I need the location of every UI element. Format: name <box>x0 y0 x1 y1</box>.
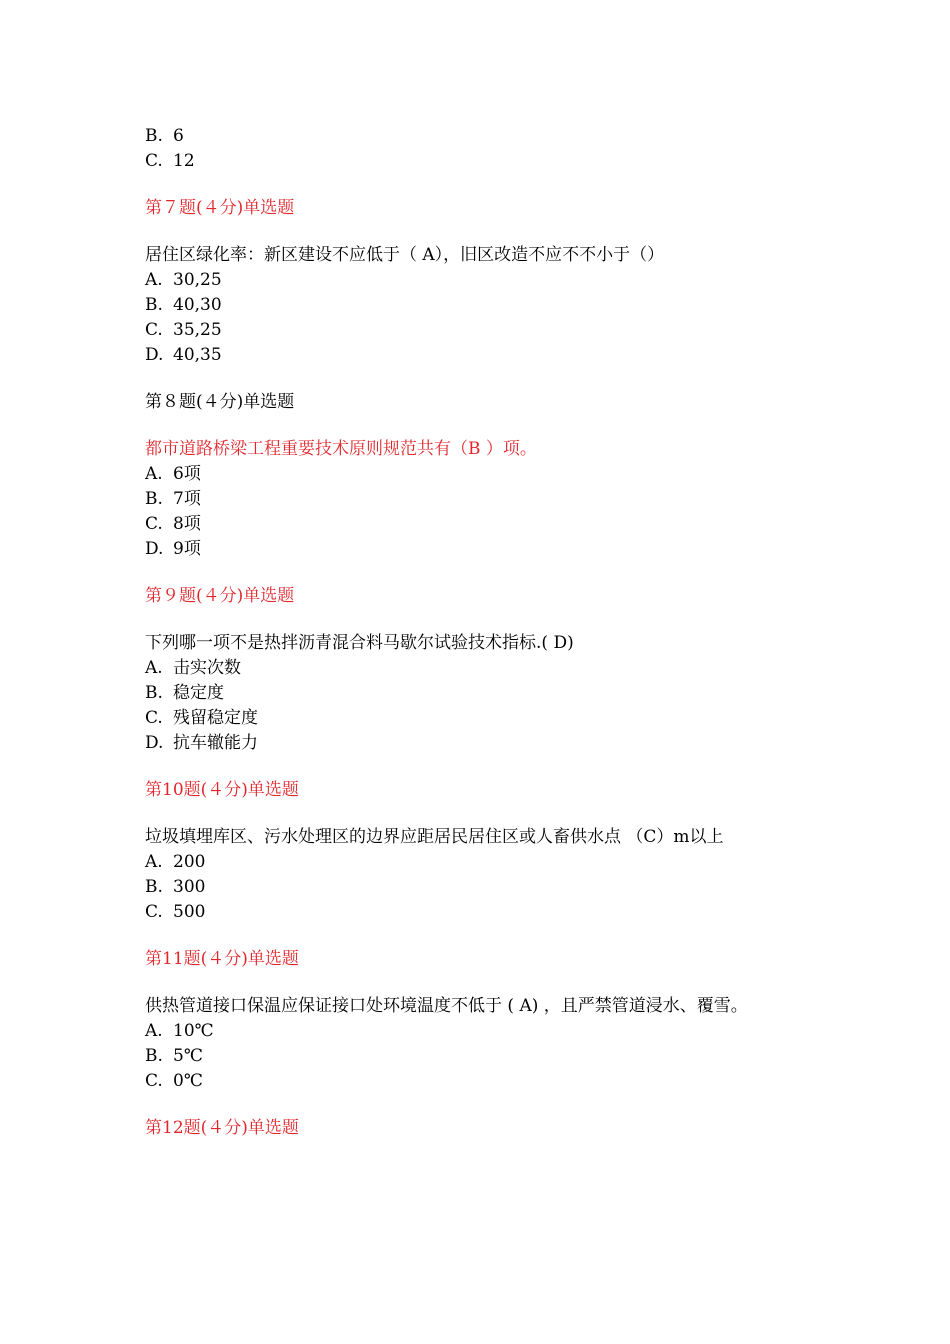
question-10-text: 垃圾填埋库区、污水处理区的边界应距居民居住区或人畜供水点 （C）m以上 <box>145 827 724 847</box>
question-8-header: 第８题(４分)单选题 <box>145 392 295 412</box>
option-c: C. 12 <box>145 151 195 171</box>
question-11-option-b: B. 5℃ <box>145 1046 203 1066</box>
question-12-header: 第12题(４分)单选题 <box>145 1118 299 1138</box>
question-11-option-c: C. 0℃ <box>145 1071 203 1091</box>
question-8-option-c: C. 8项 <box>145 514 201 534</box>
question-7-option-c: C. 35,25 <box>145 320 222 340</box>
question-9-option-c: C. 残留稳定度 <box>145 708 258 728</box>
question-9-option-b: B. 稳定度 <box>145 683 224 703</box>
question-7-text: 居住区绿化率：新区建设不应低于（ A），旧区改造不应不不小于（） <box>145 245 665 265</box>
question-10-option-b: B. 300 <box>145 877 206 897</box>
question-10-header: 第10题(４分)单选题 <box>145 780 299 800</box>
option-b: B. 6 <box>145 126 184 146</box>
question-11-option-a: A. 10℃ <box>145 1021 214 1041</box>
question-11-header: 第11题(４分)单选题 <box>145 949 299 969</box>
question-8-option-a: A. 6项 <box>145 464 201 484</box>
question-10-option-c: C. 500 <box>145 902 206 922</box>
question-7-header: 第７题(４分)单选题 <box>145 198 295 218</box>
question-9-text: 下列哪一项不是热拌沥青混合料马歇尔试验技术指标.( D) <box>145 633 574 653</box>
question-8-option-b: B. 7项 <box>145 489 201 509</box>
question-8-option-d: D. 9项 <box>145 539 201 559</box>
question-11-text: 供热管道接口保温应保证接口处环境温度不低于 ( A) ，且严禁管道浸水、覆雪。 <box>145 996 748 1016</box>
question-7-option-d: D. 40,35 <box>145 345 222 365</box>
question-9-option-a: A. 击实次数 <box>145 658 241 678</box>
question-10-option-a: A. 200 <box>145 852 206 872</box>
document-page <box>145 124 825 1141</box>
question-8-text: 都市道路桥梁工程重要技术原则规范共有（B ）项。 <box>145 439 537 459</box>
question-7-option-a: A. 30,25 <box>145 270 222 290</box>
question-9-header: 第９题(４分)单选题 <box>145 586 295 606</box>
question-9-option-d: D. 抗车辙能力 <box>145 733 258 753</box>
question-7-option-b: B. 40,30 <box>145 295 222 315</box>
